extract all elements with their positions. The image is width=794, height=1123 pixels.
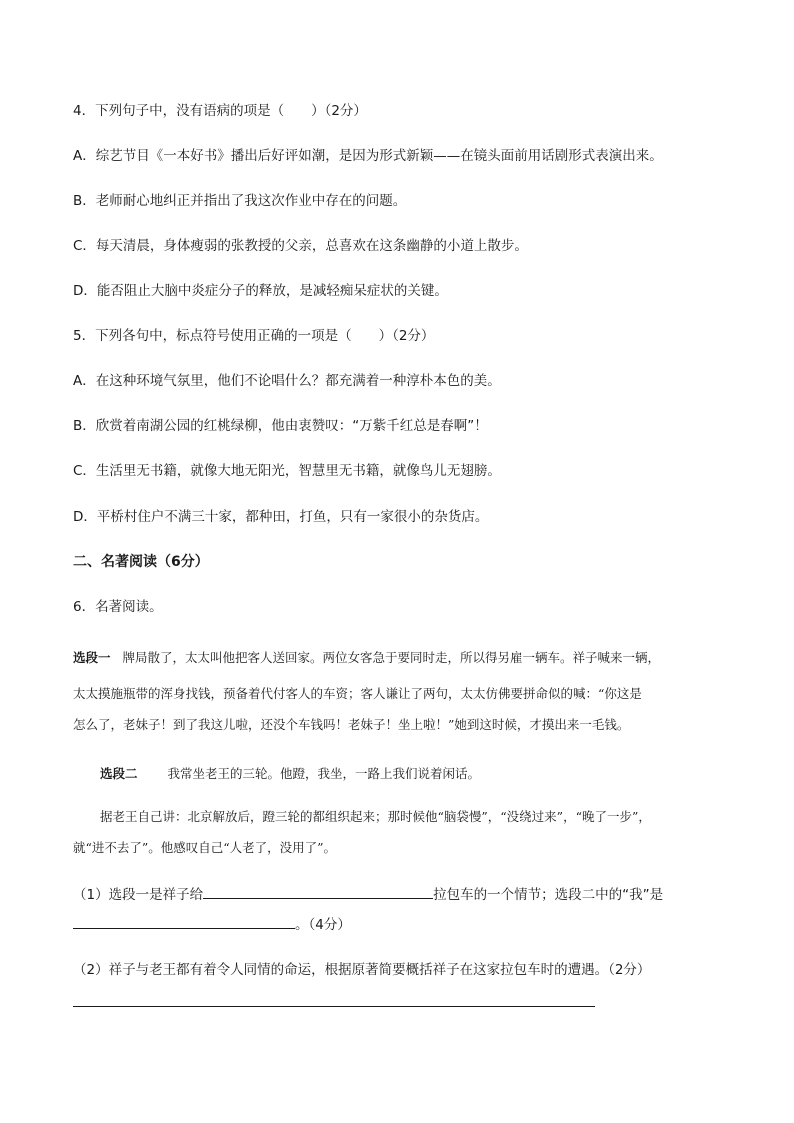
q4-option-b: B．老师耐心地纠正并指出了我这次作业中存在的问题。: [73, 193, 407, 209]
excerpt2-text1: 我常坐老王的三轮。他蹬，我坐，一路上我们说着闲话。: [167, 766, 481, 781]
section-heading: 二、名著阅读（6分）: [73, 554, 209, 570]
sub1-blank-2[interactable]: [73, 914, 295, 929]
sub2-text: （2）祥子与老王都有着令人同情的命运，根据原著简要概括祥子在这家拉包车时的遭遇。（2分）: [73, 962, 651, 978]
excerpt2-line1: [100, 764, 760, 784]
excerpt1-line1: [73, 648, 733, 668]
q5-stem: 5．下列各句中，标点符号使用正确的一项是（ ）（2分）: [73, 328, 435, 344]
excerpt2-line2: 据老王自己讲：北京解放后，蹬三轮的都组织起来；那时候他“脑袋慢”，“没绕过来”，“晚了一步”，: [100, 809, 651, 824]
q5-option-d: D．平桥村住户不满三十家，都种田，打鱼，只有一家很小的杂货店。: [73, 509, 489, 525]
sub1-part-b: 拉包车的一个情节；选段二中的“我”是: [433, 887, 664, 903]
excerpt1-text1: 牌局散了，太太叫他把客人送回家。两位女客急于要同时走，所以得另雇一辆车。祥子喊来一辆，: [122, 650, 661, 665]
excerpt2-tag: 选段二: [100, 766, 138, 781]
q5-option-a: A．在这种环境气氛里，他们不论唱什么？都充满着一种淳朴本色的美。: [73, 373, 501, 389]
q4-option-c: C．每天清晨，身体瘦弱的张教授的父亲，总喜欢在这条幽静的小道上散步。: [73, 238, 528, 254]
q4-stem: 4．下列句子中，没有语病的项是（ ）（2分）: [73, 103, 367, 119]
q5-option-c: C．生活里无书籍，就像大地无阳光，智慧里无书籍，就像鸟儿无翅膀。: [73, 463, 501, 479]
sub1-part-a: （1）选段一是祥子给: [73, 887, 204, 903]
excerpt1-tag: 选段一: [73, 650, 111, 665]
q5-option-b: B．欣赏着南湖公园的红桃绿柳，他由衷赞叹：“万紫千红总是春啊”！: [73, 418, 488, 434]
sub1-blank-1[interactable]: [203, 884, 433, 899]
excerpt2-line3: 就“进不去了”。他感叹自己“人老了，没用了”。: [73, 840, 337, 855]
excerpt1-line2: 太太摸施瓶带的浑身找钱，预备着代付客人的车资；客人谦让了两句，太太仿佛要拼命似的喊：“你这是: [73, 686, 642, 701]
q6-stem: 6．名著阅读。: [73, 599, 163, 615]
sub1-line1: [73, 884, 663, 905]
excerpt1-line3: 怎么了，老妹子！到了我这儿啦，还没个车钱吗！老妹子！坐上啦！”她到这时候，才摸出来一毛钱。: [73, 717, 630, 732]
sub1-line2: [73, 914, 351, 935]
q4-option-a: A．综艺节目《一本好书》播出后好评如潮，是因为形式新颖——在镜头面前用话剧形式表演出来。: [73, 148, 663, 164]
sub2-answer-line[interactable]: [73, 1006, 595, 1007]
sub1-tail: 。（4分）: [295, 917, 351, 933]
q4-option-d: D．能否阻止大脑中炎症分子的释放，是减轻痴呆症状的关键。: [73, 283, 448, 299]
